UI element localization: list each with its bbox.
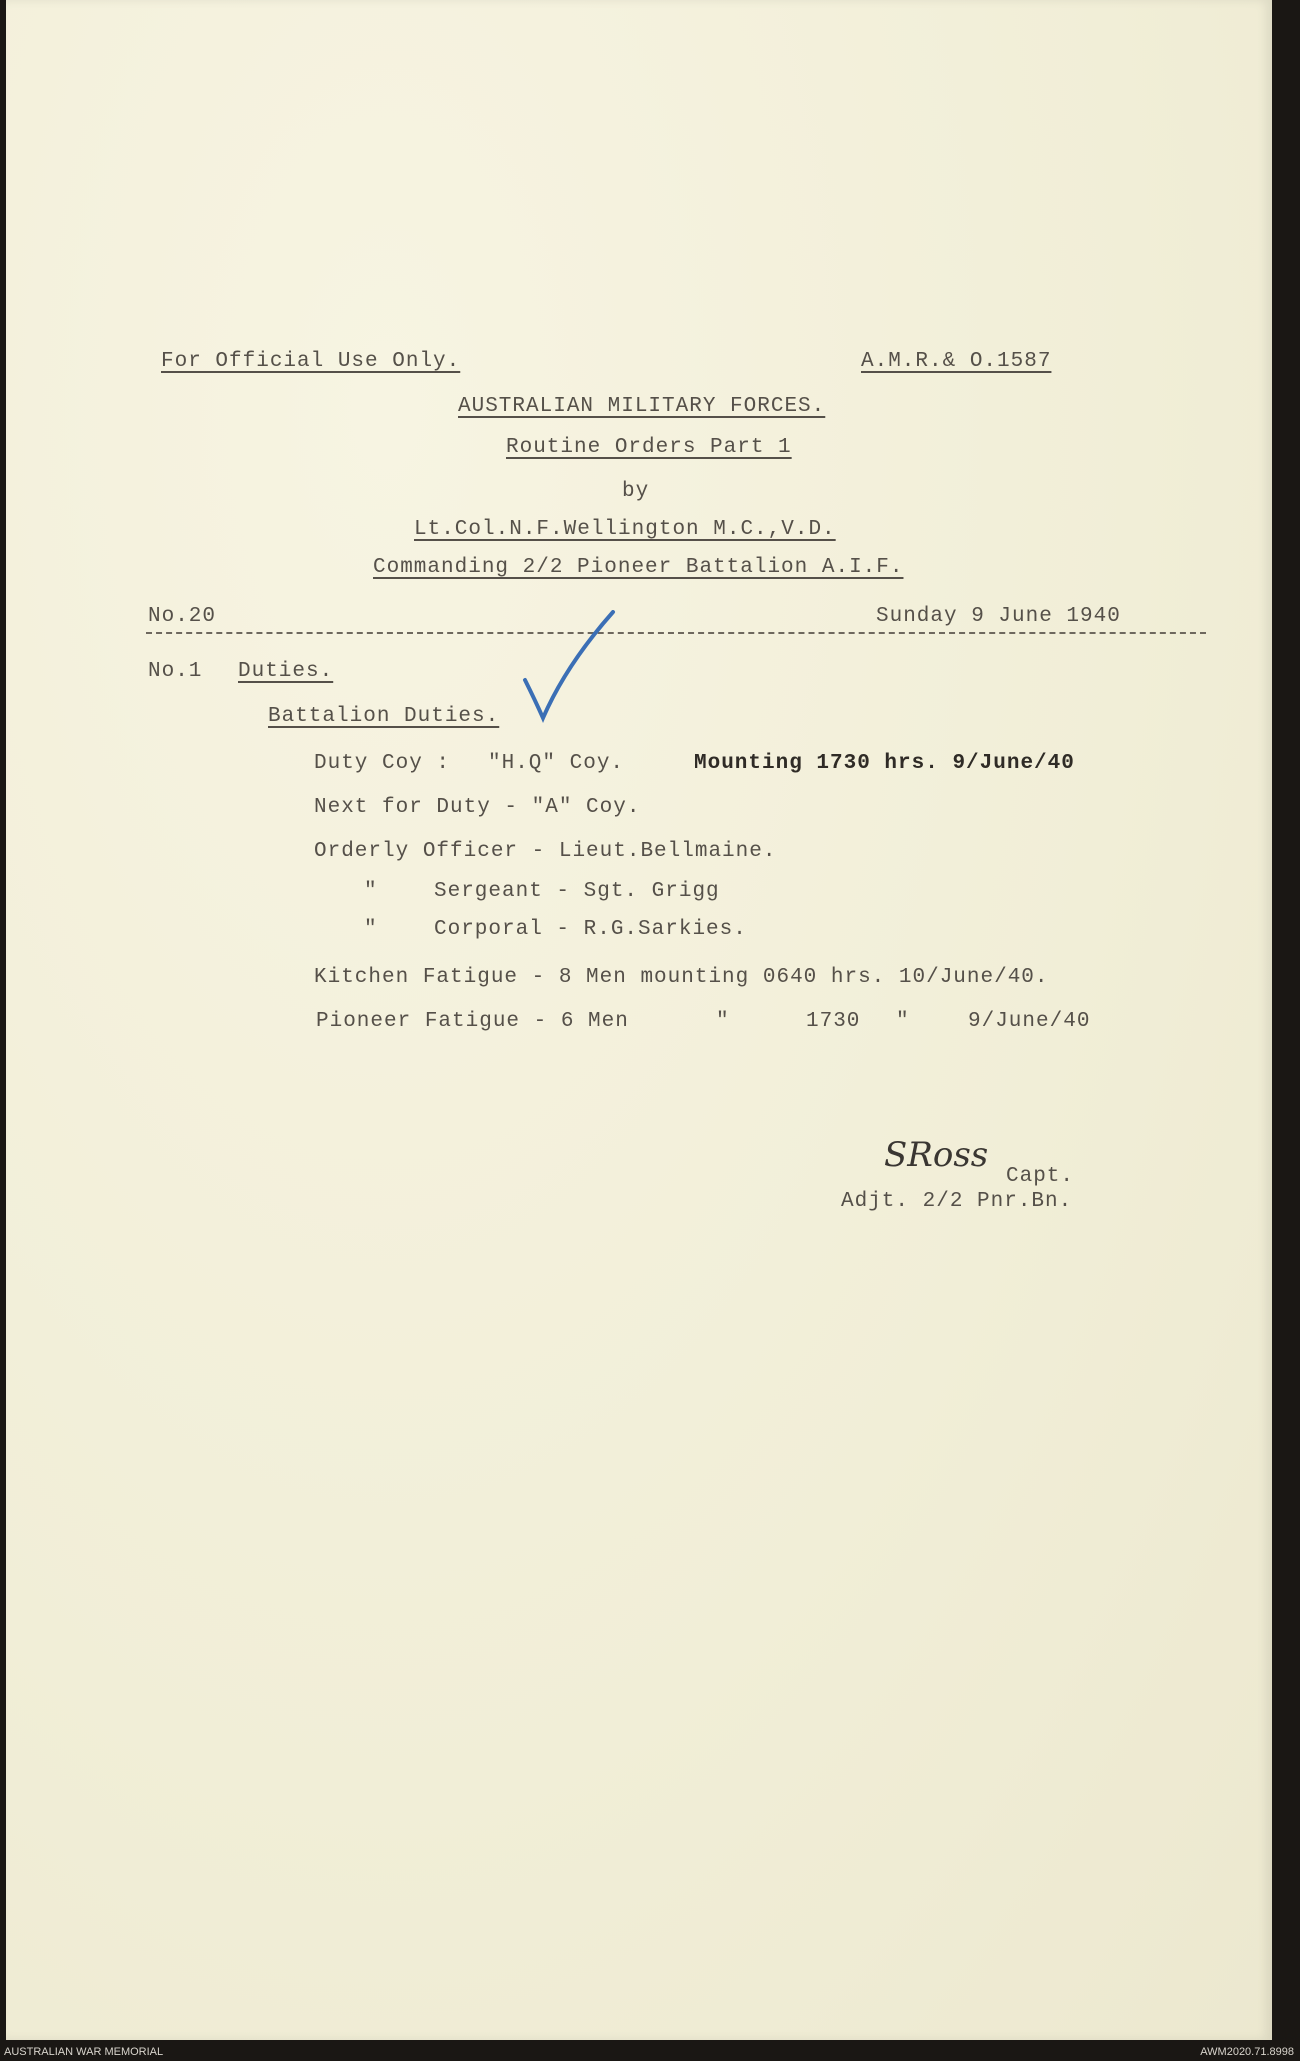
footer-institution: AUSTRALIAN WAR MEMORIAL xyxy=(4,2046,164,2058)
duty-coy-value: "H.Q" Coy. xyxy=(488,752,625,775)
by-text: by xyxy=(622,480,650,503)
duty-coy-mounting: Mounting 1730 hrs. 9/June/40 xyxy=(694,752,1075,775)
header-rule xyxy=(146,632,1206,634)
commander-name: Lt.Col.N.F.Wellington M.C.,V.D. xyxy=(414,518,836,541)
section-title: Duties. xyxy=(238,660,334,683)
kitchen-fatigue: Kitchen Fatigue - 8 Men mounting 0640 hrs. 10/June/40. xyxy=(314,966,1049,989)
check-mark-icon xyxy=(521,610,621,730)
section-subtitle: Battalion Duties. xyxy=(268,705,500,728)
signature: SRoss xyxy=(884,1135,989,1175)
forces-heading: AUSTRALIAN MILITARY FORCES. xyxy=(458,395,826,418)
official-use-label: For Official Use Only. xyxy=(161,350,461,373)
orderly-sergeant: Sergeant - Sgt. Grigg xyxy=(434,880,720,903)
ditto-mark: " xyxy=(364,918,378,941)
signatory-position: Adjt. 2/2 Pnr.Bn. xyxy=(841,1190,1073,1213)
orderly-officer: Orderly Officer - Lieut.Bellmaine. xyxy=(314,840,777,863)
pioneer-fatigue-label: Pioneer Fatigue - 6 Men xyxy=(316,1010,629,1033)
ditto-mark: " xyxy=(364,880,378,903)
duty-coy-label: Duty Coy : xyxy=(314,752,451,775)
next-for-duty: Next for Duty - "A" Coy. xyxy=(314,796,641,819)
order-number: No.20 xyxy=(148,605,217,628)
ditto-mark: " xyxy=(716,1010,730,1033)
commanding-unit: Commanding 2/2 Pioneer Battalion A.I.F. xyxy=(373,556,904,579)
section-number: No.1 xyxy=(148,660,203,683)
orderly-corporal: Corporal - R.G.Sarkies. xyxy=(434,918,747,941)
signatory-rank: Capt. xyxy=(1006,1165,1075,1188)
footer-reference: AWM2020.71.8998 xyxy=(1200,2046,1294,2058)
pioneer-time: 1730 xyxy=(806,1010,861,1033)
pioneer-date: 9/June/40 xyxy=(968,1010,1091,1033)
ditto-mark: " xyxy=(896,1010,910,1033)
document-page xyxy=(6,0,1272,2040)
order-date: Sunday 9 June 1940 xyxy=(876,605,1121,628)
routine-orders-heading: Routine Orders Part 1 xyxy=(506,436,792,459)
amr-reference: A.M.R.& O.1587 xyxy=(861,350,1052,373)
